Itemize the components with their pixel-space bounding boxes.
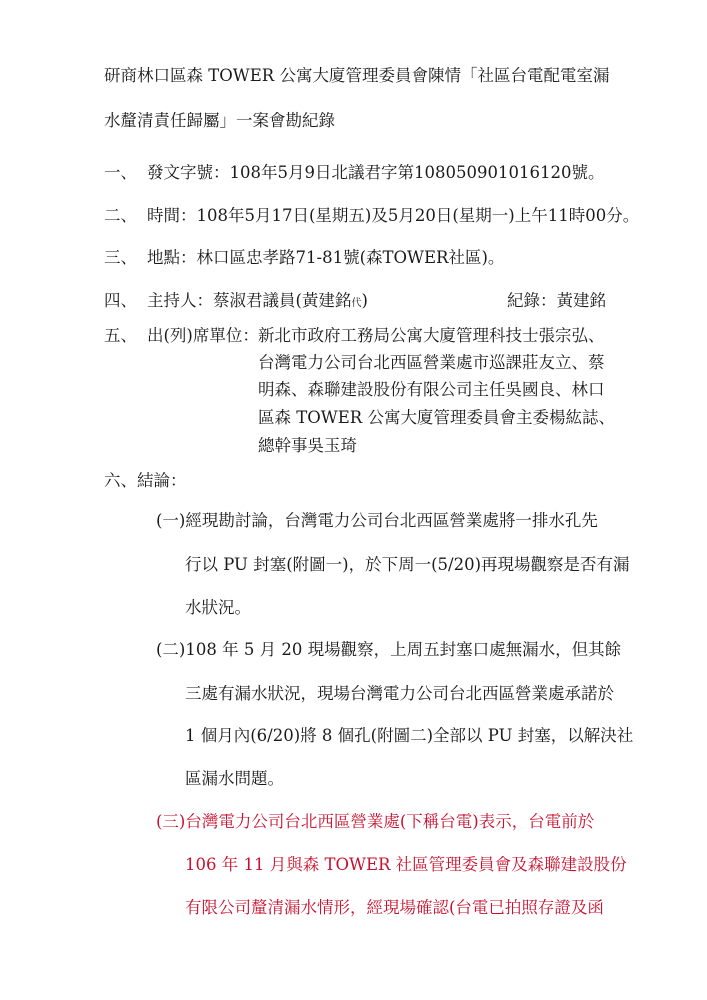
conclusion-3-line-3: 有限公司釐清漏水情形，經現場確認(台電已拍照存證及函 bbox=[185, 898, 604, 917]
recorder-text: 紀錄：黃建銘 bbox=[507, 291, 606, 310]
conclusion-1-line-1: (一)經現勘討論，台灣電力公司台北西區營業處將一排水孔先 bbox=[156, 511, 598, 530]
doc-title-line-2: 水釐清責任歸屬」一案會勘紀錄 bbox=[104, 111, 335, 130]
host-text: 主持人：蔡淑君議員(黃建銘 bbox=[147, 291, 352, 310]
attendees-line-1: 新北市政府工務局公寓大廈管理科技士張宗弘、 bbox=[258, 326, 605, 345]
host-proxy-mark: 代 bbox=[351, 298, 362, 309]
attendees-line-4: 區森 TOWER 公寓大廈管理委員會主委楊紘誌、 bbox=[258, 408, 615, 427]
item-2-number: 二、 bbox=[104, 206, 137, 225]
conclusion-2-line-4: 區漏水問題。 bbox=[185, 769, 284, 788]
attendees-line-5: 總幹事吳玉琦 bbox=[258, 436, 357, 455]
item-5-number: 五、 bbox=[104, 326, 137, 345]
conclusion-2-line-2: 三處有漏水狀況，現場台灣電力公司台北西區營業處承諾於 bbox=[185, 684, 614, 703]
item-4-number: 四、 bbox=[104, 291, 137, 310]
conclusion-2-line-3: 1 個月內(6/20)將 8 個孔(附圖二)全部以 PU 封塞，以解決社 bbox=[185, 726, 634, 745]
conclusion-2-line-1: (二)108 年 5 月 20 現場觀察，上周五封塞口處無漏水，但其餘 bbox=[156, 640, 622, 659]
item-1-number: 一、 bbox=[104, 163, 137, 182]
doc-title-line-1: 研商林口區森 TOWER 公寓大廈管理委員會陳情「社區台電配電室漏 bbox=[104, 66, 610, 85]
attendees-line-2: 台灣電力公司台北西區營業處市巡課莊友立、蔡 bbox=[258, 353, 605, 372]
attendees-line-3: 明森、森聯建設股份有限公司主任吳國良、林口 bbox=[258, 380, 605, 399]
conclusion-label: 六、結論： bbox=[104, 471, 187, 490]
host-line bbox=[147, 291, 368, 314]
conclusion-3-line-1: (三)台灣電力公司台北西區營業處(下稱台電)表示，台電前於 bbox=[156, 812, 595, 831]
host-close: ) bbox=[361, 291, 368, 310]
conclusion-1-line-2: 行以 PU 封塞(附圖一)，於下周一(5/20)再現場觀察是否有漏 bbox=[185, 555, 630, 574]
attendees-label: 出(列)席單位： bbox=[147, 326, 259, 345]
item-3-number: 三、 bbox=[104, 248, 137, 267]
conclusion-3-line-2: 106 年 11 月與森 TOWER 社區管理委員會及森聯建設股份 bbox=[185, 855, 627, 874]
item-2-text: 時間：108年5月17日(星期五)及5月20日(星期一)上午11時00分。 bbox=[147, 206, 640, 225]
item-1-text: 發文字號：108年5月9日北議君字第108050901016120號。 bbox=[147, 163, 605, 182]
conclusion-1-line-3: 水狀況。 bbox=[185, 598, 251, 617]
item-3-text: 地點：林口區忠孝路71-81號(森TOWER社區)。 bbox=[147, 248, 505, 267]
